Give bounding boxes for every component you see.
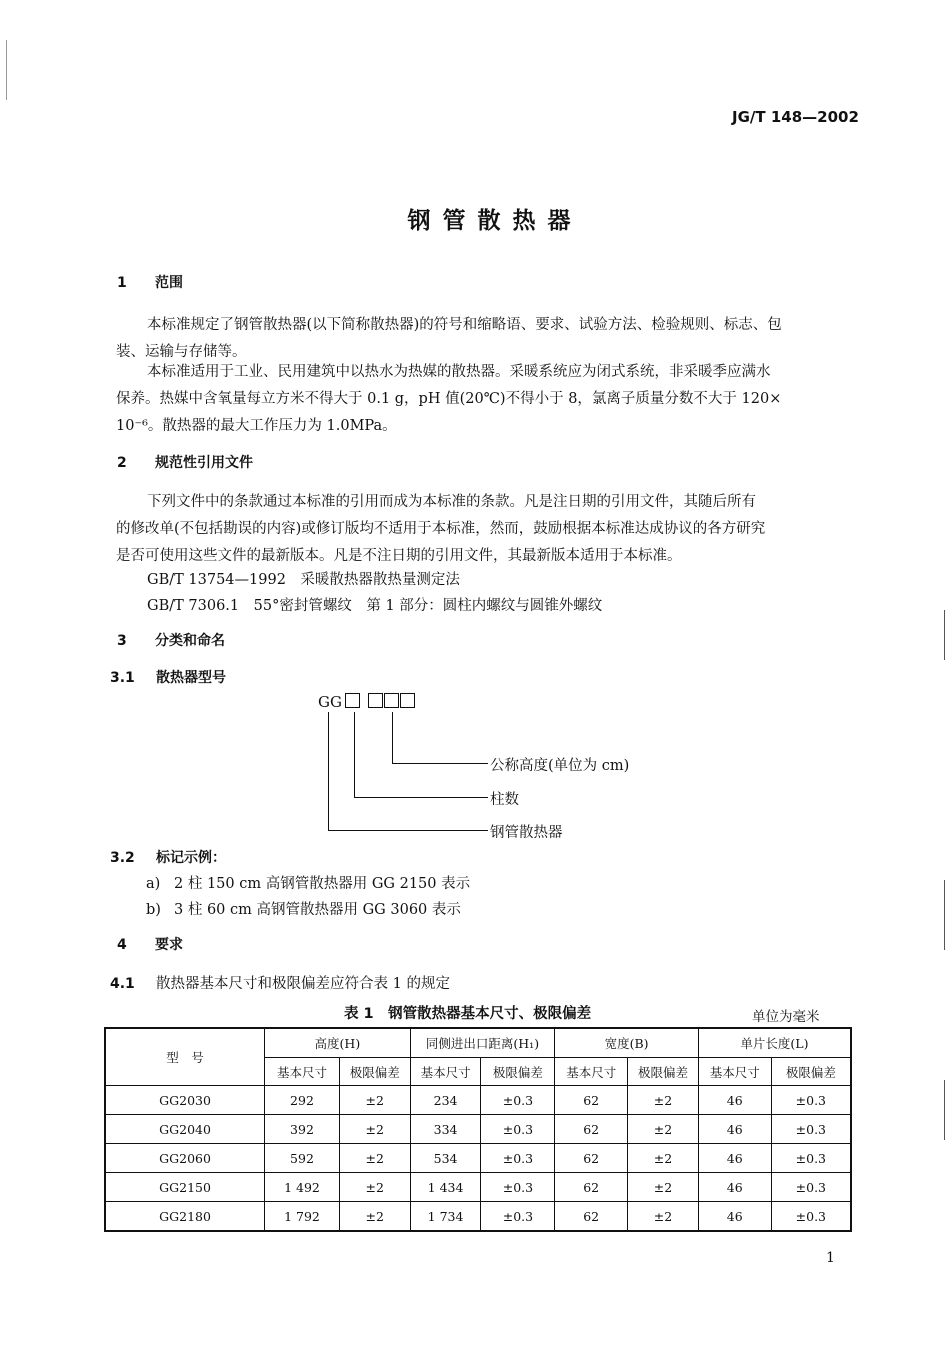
table-row	[105, 1173, 851, 1202]
section-4-heading	[117, 934, 183, 954]
value-cell: 62	[555, 1086, 628, 1115]
value-cell: ±2	[628, 1086, 699, 1115]
value-cell: ±0.3	[481, 1144, 555, 1173]
example-item	[146, 872, 470, 893]
section-title: 要求	[155, 937, 183, 953]
value-cell: ±2	[339, 1115, 410, 1144]
table-row	[105, 1086, 851, 1115]
placeholder-box	[400, 693, 415, 708]
value-cell: 46	[698, 1202, 771, 1232]
text-line: 本标准规定了钢管散热器(以下简称散热器)的符号和缩略语、要求、试验方法、检验规则、标志、包	[147, 317, 782, 333]
value-cell: 62	[555, 1173, 628, 1202]
text-line: 的修改单(不包括勘误的内容)或修订版均不适用于本标准，然而，鼓励根据本标准达成协议的各方研究	[116, 521, 766, 537]
value-cell: 46	[698, 1115, 771, 1144]
value-cell: ±2	[628, 1173, 699, 1202]
group-header: 单片长度(L)	[698, 1028, 851, 1058]
table-header-row	[105, 1028, 851, 1058]
leader-line	[354, 712, 355, 798]
placeholder-box	[368, 693, 383, 708]
value-cell: 62	[555, 1202, 628, 1232]
label-radiator: 钢管散热器	[490, 825, 563, 841]
sub-header: 基本尺寸	[410, 1058, 481, 1086]
label-columns: 柱数	[490, 792, 519, 808]
value-cell: 334	[410, 1115, 481, 1144]
text-line: 下列文件中的条款通过本标准的引用而成为本标准的条款。凡是注日期的引用文件，其随后所有	[147, 494, 756, 510]
sub-header: 基本尺寸	[555, 1058, 628, 1086]
value-cell: 46	[698, 1086, 771, 1115]
section-3-1-heading	[110, 667, 226, 687]
sub-header: 极限偏差	[628, 1058, 699, 1086]
value-cell: 62	[555, 1115, 628, 1144]
section-number: 2	[117, 455, 127, 471]
sub-header: 极限偏差	[339, 1058, 410, 1086]
table-row	[105, 1202, 851, 1232]
value-cell: ±2	[628, 1115, 699, 1144]
model-header: 型 号	[105, 1028, 265, 1086]
example-item	[146, 898, 461, 919]
table-row	[105, 1144, 851, 1173]
value-cell: 1 434	[410, 1173, 481, 1202]
section-number: 1	[117, 275, 127, 291]
group-header: 同侧进出口距离(H₁)	[410, 1028, 555, 1058]
example-mark: a)	[146, 876, 161, 892]
placeholder-box	[345, 693, 360, 708]
value-cell: 234	[410, 1086, 481, 1115]
group-header: 高度(H)	[265, 1028, 411, 1058]
table-caption: 表 1 钢管散热器基本尺寸、极限偏差	[344, 1006, 592, 1022]
page-title: 钢管散热器	[407, 208, 583, 234]
placeholder-box	[384, 693, 399, 708]
paragraph-references	[116, 489, 856, 570]
value-cell: ±2	[628, 1202, 699, 1232]
dimension-table	[104, 1027, 852, 1232]
sub-header: 基本尺寸	[265, 1058, 340, 1086]
value-cell: 292	[265, 1086, 340, 1115]
model-cell: GG2150	[105, 1173, 265, 1202]
designation-prefix: GG	[318, 693, 342, 711]
section-number: 3.2	[110, 850, 135, 866]
text-line: 本标准适用于工业、民用建筑中以热水为热媒的散热器。采暖系统应为闭式系统，非采暖季应满水	[147, 364, 771, 380]
value-cell: 592	[265, 1144, 340, 1173]
model-cell: GG2060	[105, 1144, 265, 1173]
text-line: 是否可使用这些文件的最新版本。凡是不注日期的引用文件，其最新版本适用于本标准。	[116, 548, 682, 564]
value-cell: 1 492	[265, 1173, 340, 1202]
clause-text: 散热器基本尺寸和极限偏差应符合表 1 的规定	[156, 976, 450, 992]
section-number: 3.1	[110, 670, 135, 686]
leader-line	[354, 797, 488, 798]
reference-item: GB/T 7306.1 55°密封管螺纹 第 1 部分：圆柱内螺纹与圆锥外螺纹	[147, 598, 603, 614]
value-cell: 1 734	[410, 1202, 481, 1232]
value-cell: ±2	[339, 1202, 410, 1232]
scan-margin-mark	[944, 1080, 945, 1140]
value-cell: ±2	[339, 1173, 410, 1202]
example-text: 3 柱 60 cm 高钢管散热器用 GG 3060 表示	[174, 902, 461, 918]
value-cell: ±0.3	[771, 1086, 851, 1115]
page-number: 1	[826, 1250, 835, 1266]
value-cell: ±2	[628, 1144, 699, 1173]
standard-number: JG/T 148—2002	[732, 108, 859, 126]
scan-margin-mark	[944, 610, 945, 660]
section-2-heading	[117, 452, 253, 472]
sub-header: 极限偏差	[771, 1058, 851, 1086]
label-nominal-height: 公称高度(单位为 cm)	[490, 758, 630, 774]
example-text: 2 柱 150 cm 高钢管散热器用 GG 2150 表示	[174, 876, 471, 892]
section-title: 标记示例：	[156, 850, 226, 866]
reference-item: GB/T 13754—1992 采暖散热器散热量测定法	[147, 572, 460, 588]
sub-header: 基本尺寸	[698, 1058, 771, 1086]
section-title: 范围	[155, 275, 183, 291]
value-cell: ±2	[339, 1144, 410, 1173]
value-cell: 62	[555, 1144, 628, 1173]
value-cell: 46	[698, 1173, 771, 1202]
designation-code	[318, 693, 416, 711]
text-line: 装、运输与存储等。	[116, 344, 247, 360]
value-cell: ±0.3	[481, 1115, 555, 1144]
leader-line	[392, 763, 488, 764]
leader-line	[328, 830, 488, 831]
scan-margin-mark	[944, 880, 945, 950]
value-cell: ±0.3	[481, 1202, 555, 1232]
value-cell: 46	[698, 1144, 771, 1173]
model-cell: GG2040	[105, 1115, 265, 1144]
section-title: 分类和命名	[155, 633, 225, 649]
value-cell: ±0.3	[481, 1173, 555, 1202]
section-title: 散热器型号	[156, 670, 226, 686]
group-header: 宽度(B)	[555, 1028, 699, 1058]
section-3-heading	[117, 630, 225, 650]
value-cell: 534	[410, 1144, 481, 1173]
table-unit: 单位为毫米	[752, 1009, 820, 1025]
leader-line	[328, 712, 329, 831]
value-cell: ±0.3	[771, 1115, 851, 1144]
scan-margin-mark	[6, 40, 7, 100]
paragraph-scope-2	[116, 359, 856, 440]
table-row	[105, 1115, 851, 1144]
value-cell: ±0.3	[771, 1144, 851, 1173]
model-cell: GG2180	[105, 1202, 265, 1232]
example-mark: b)	[146, 902, 161, 918]
section-4-1-text	[110, 972, 450, 993]
sub-header: 极限偏差	[481, 1058, 555, 1086]
value-cell: 1 792	[265, 1202, 340, 1232]
value-cell: ±2	[339, 1086, 410, 1115]
text-line: 10⁻⁶。散热器的最大工作压力为 1.0MPa。	[116, 418, 397, 434]
section-title: 规范性引用文件	[155, 455, 253, 471]
value-cell: ±0.3	[771, 1173, 851, 1202]
leader-line	[392, 712, 393, 764]
section-number: 4.1	[110, 976, 135, 992]
paragraph-scope-1	[116, 312, 856, 366]
value-cell: ±0.3	[771, 1202, 851, 1232]
section-number: 3	[117, 633, 127, 649]
section-number: 4	[117, 937, 127, 953]
section-1-heading	[117, 272, 183, 292]
value-cell: ±0.3	[481, 1086, 555, 1115]
text-line: 保养。热媒中含氧量每立方米不得大于 0.1 g，pH 值(20℃)不得小于 8，氯离子质量分数不大于 120×	[116, 391, 782, 407]
model-cell: GG2030	[105, 1086, 265, 1115]
value-cell: 392	[265, 1115, 340, 1144]
section-3-2-heading	[110, 847, 226, 867]
